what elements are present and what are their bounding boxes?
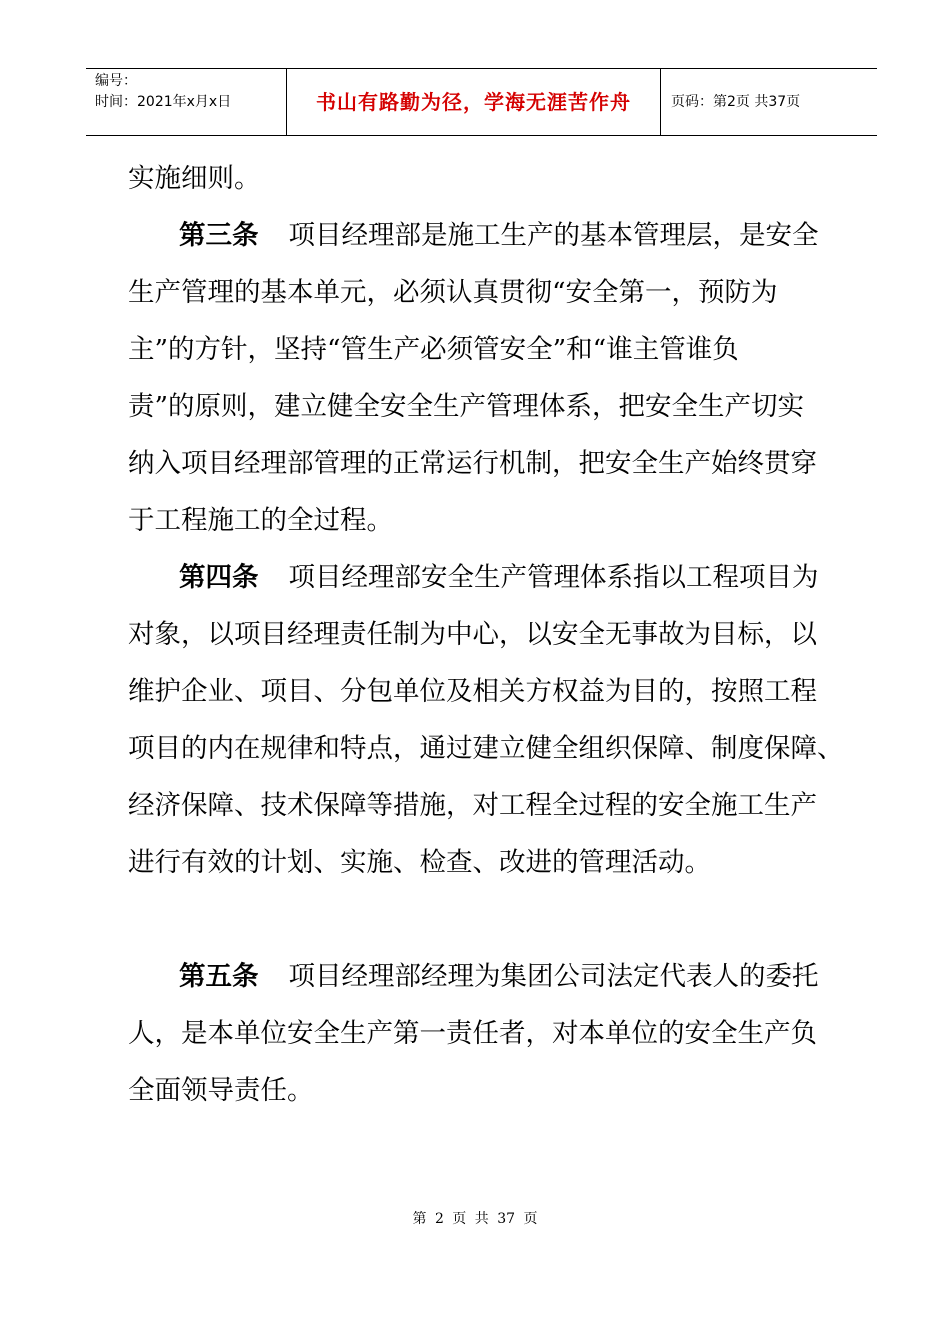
header-motto: 书山有路勤为径，学海无涯苦作舟 [287,69,661,135]
article-line: 经济保障、技术保障等措施，对工程全过程的安全施工生产 [128,790,817,821]
document-number-label: 编号： [95,73,137,89]
header-page-info: 页码：第2页 共37页 [671,94,801,110]
article-line: 人，是本单位安全生产第一责任者，对本单位的安全生产负 [128,1018,817,1049]
article-heading: 第五条 [179,961,259,992]
article-line: 项目的内在规律和特点，通过建立健全组织保障、制度保障、 [128,733,844,764]
article-first-line [128,549,848,606]
article-4 [128,549,848,891]
article-5 [128,948,848,1119]
article-line: 全面领导责任。 [128,1075,314,1106]
paragraph-gap [128,891,848,948]
article-heading: 第三条 [179,220,259,251]
article-line: 主”的方针，坚持“管生产必须管安全”和“谁主管谁负 [128,334,739,365]
article-text: 项目经理部安全生产管理体系指以工程项目为 [288,562,819,593]
article-line: 责”的原则，建立健全安全生产管理体系，把安全生产切实 [128,391,805,422]
article-line: 生产管理的基本单元，必须认真贯彻“安全第一，预防为 [128,277,778,308]
article-text: 项目经理部是施工生产的基本管理层，是安全 [288,220,819,251]
article-line: 对象，以项目经理责任制为中心，以安全无事故为目标，以 [128,619,817,650]
article-heading: 第四条 [179,562,259,593]
article-line: 于工程施工的全过程。 [128,505,393,536]
article-text: 项目经理部经理为集团公司法定代表人的委托 [288,961,819,992]
article-line: 维护企业、项目、分包单位及相关方权益为目的，按照工程 [128,676,817,707]
page-footer: 第 2 页 共 37 页 [412,1211,538,1227]
document-body [128,150,848,1119]
document-time-label: 时间：2021年x月x日 [95,94,232,110]
article-first-line [128,948,848,1005]
continuation-line: 实施细则。 [128,163,261,194]
page-header [86,68,877,136]
article-line: 纳入项目经理部管理的正常运行机制，把安全生产始终贯穿 [128,448,817,479]
article-line: 进行有效的计划、实施、检查、改进的管理活动。 [128,847,711,878]
article-3 [128,207,848,549]
article-first-line [128,207,848,264]
header-meta [86,69,287,135]
